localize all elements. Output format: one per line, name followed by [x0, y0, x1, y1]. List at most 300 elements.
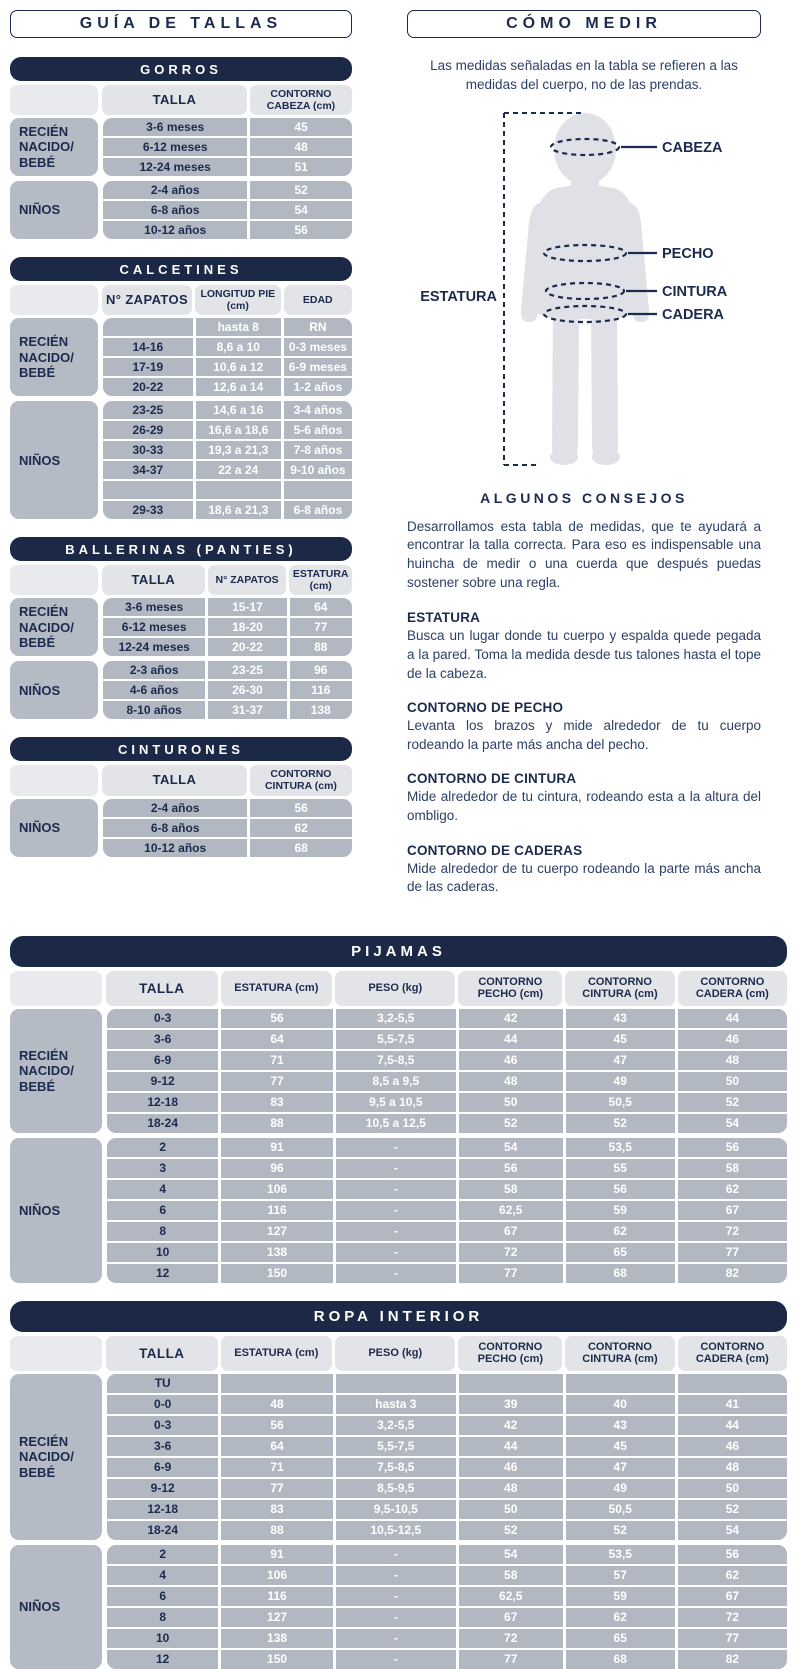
table-cell: 50,5: [566, 1093, 675, 1112]
table-cell: 10: [107, 1243, 218, 1262]
table-calcetines: [10, 257, 352, 519]
table-cell: 6-8 años: [284, 501, 352, 519]
group-rows: [107, 1545, 787, 1669]
table-cell: 50: [459, 1093, 563, 1112]
table-banner: PIJAMAS: [10, 936, 787, 967]
group-rows: [103, 318, 352, 396]
consejo-estatura: [407, 610, 761, 683]
table-cell: 88: [221, 1114, 332, 1133]
table-cell: 3-6: [107, 1030, 218, 1049]
group-label: RECIÉN NACIDO/ BEBÉ: [10, 598, 98, 656]
column-header: PESO (kg): [335, 1336, 455, 1371]
table-cell: [196, 481, 281, 499]
table-cell: 83: [221, 1500, 332, 1519]
table-group-section: [10, 598, 352, 656]
table-cell: 83: [221, 1093, 332, 1112]
table-cell: 9-10 años: [284, 461, 352, 479]
table-cell: 77: [678, 1629, 787, 1648]
table-cell: [103, 481, 193, 499]
header-cells: [106, 1336, 787, 1371]
group-rows: [103, 118, 352, 176]
table-group-section: [10, 181, 352, 239]
table-cell: 71: [221, 1051, 332, 1070]
group-label: RECIÉN NACIDO/ BEBÉ: [10, 1374, 102, 1540]
table-cell: 150: [221, 1650, 332, 1669]
table-cell: 26-29: [103, 421, 193, 439]
table-cell: 62: [566, 1608, 675, 1627]
table-header-row: [10, 765, 352, 795]
table-cell: 67: [678, 1201, 787, 1220]
table-cell: 62,5: [459, 1201, 563, 1220]
column-header: TALLA: [106, 971, 218, 1006]
column-header: N° ZAPATOS: [102, 285, 192, 315]
table-cell: 10-12 años: [103, 221, 247, 239]
table-cell: 96: [290, 661, 352, 679]
table-cell: 53,5: [566, 1138, 675, 1157]
table-cell: 48: [459, 1072, 563, 1091]
table-banner: CALCETINES: [10, 257, 352, 281]
table-cell: 62,5: [459, 1587, 563, 1606]
table-cell: 10,5 a 12,5: [336, 1114, 456, 1133]
table-cell: 53,5: [566, 1545, 675, 1564]
table-cell: 82: [678, 1650, 787, 1669]
consejo-body: Levanta los brazos y mide alrededor de tu cuerpo rodeando la parte más ancha del pecho.: [407, 718, 761, 752]
table-cell: 65: [566, 1629, 675, 1648]
table-cell: -: [336, 1138, 456, 1157]
column-header: CONTORNO PECHO (cm): [458, 1336, 562, 1371]
table-cell: [459, 1374, 563, 1393]
wide-tables-area: [10, 936, 787, 1669]
table-cell: -: [336, 1180, 456, 1199]
table-cell: 56: [250, 799, 352, 817]
table-cell: 127: [221, 1222, 332, 1241]
column-header: ESTATURA (cm): [289, 565, 352, 595]
column-header: PESO (kg): [335, 971, 455, 1006]
table-cell: 7,5-8,5: [336, 1458, 456, 1477]
column-header: ESTATURA (cm): [221, 1336, 333, 1371]
column-header: TALLA: [102, 765, 247, 795]
table-cell: 6-8 años: [103, 819, 247, 837]
table-cell: 54: [459, 1138, 563, 1157]
table-cell: 3-6 meses: [103, 118, 247, 136]
table-cell: 14-16: [103, 338, 193, 356]
table-cell: 52: [566, 1521, 675, 1540]
table-pijamas: [10, 936, 787, 1283]
table-cell: 45: [566, 1437, 675, 1456]
table-cell: 26-30: [208, 681, 286, 699]
table-cell: 65: [566, 1243, 675, 1262]
table-banner: CINTURONES: [10, 737, 352, 761]
cadera-label: CADERA: [662, 306, 725, 323]
table-cell: 9,5-10,5: [336, 1500, 456, 1519]
table-group-section: [10, 118, 352, 176]
table-cell: 52: [459, 1521, 563, 1540]
table-cell: 12: [107, 1264, 218, 1283]
table-cell: 52: [459, 1114, 563, 1133]
group-rows: [107, 1374, 787, 1540]
table-cell: 9,5 a 10,5: [336, 1093, 456, 1112]
group-label: NIÑOS: [10, 661, 98, 719]
table-cell: 3,2-5,5: [336, 1009, 456, 1028]
table-cell: 18-20: [208, 618, 286, 636]
table-cell: 4: [107, 1566, 218, 1585]
table-cell: 39: [459, 1395, 563, 1414]
header-spacer-cell: [10, 765, 98, 795]
table-group-section: [10, 1138, 787, 1283]
table-cell: 49: [566, 1072, 675, 1091]
column-header: LONGITUD PIE (cm): [195, 285, 281, 315]
table-cell: 91: [221, 1138, 332, 1157]
table-cell: 4-6 años: [103, 681, 205, 699]
table-cell: 3-4 años: [284, 401, 352, 419]
group-rows: [107, 1009, 787, 1133]
header-cells: [102, 285, 352, 315]
table-cell: 17-19: [103, 358, 193, 376]
table-cell: 88: [221, 1521, 332, 1540]
table-cell: 12-18: [107, 1093, 218, 1112]
table-cell: 44: [459, 1030, 563, 1049]
group-label: RECIÉN NACIDO/ BEBÉ: [10, 118, 98, 176]
table-cell: 59: [566, 1201, 675, 1220]
silhouette-shape: [521, 113, 649, 465]
table-cell: 8: [107, 1222, 218, 1241]
table-cell: 6-9: [107, 1051, 218, 1070]
table-cell: 68: [566, 1650, 675, 1669]
table-cell: hasta 3: [336, 1395, 456, 1414]
measure-intro-text: Las medidas señaladas en la tabla se refieren a las medidas del cuerpo, no de las prendas.: [430, 58, 738, 92]
table-cell: 47: [566, 1458, 675, 1477]
table-group-section: [10, 401, 352, 519]
table-cell: 52: [250, 181, 352, 199]
table-cell: 15-17: [208, 598, 286, 616]
table-cell: 50: [459, 1500, 563, 1519]
header-cells: [102, 85, 352, 115]
table-cell: 12-18: [107, 1500, 218, 1519]
column-header: CONTORNO PECHO (cm): [458, 971, 562, 1006]
table-cell: 56: [459, 1159, 563, 1178]
table-cell: 56: [250, 221, 352, 239]
column-header: ESTATURA (cm): [221, 971, 333, 1006]
table-cell: 48: [678, 1051, 787, 1070]
table-cell: 58: [459, 1180, 563, 1199]
group-label: RECIÉN NACIDO/ BEBÉ: [10, 318, 98, 396]
table-cell: 0-3 meses: [284, 338, 352, 356]
table-cell: 44: [678, 1416, 787, 1435]
table-cell: [336, 1374, 456, 1393]
column-header: CONTORNO CINTURA (cm): [565, 971, 674, 1006]
table-group-section: [10, 1009, 787, 1133]
consejo-body: Busca un lugar donde tu cuerpo y espalda quede pegada a la pared. Toma la medida desde tus talones hasta el tope de la cabeza.: [407, 628, 761, 681]
table-cell: 22 a 24: [196, 461, 281, 479]
group-label: NIÑOS: [10, 401, 98, 519]
table-cell: 6: [107, 1587, 218, 1606]
table-cell: 116: [290, 681, 352, 699]
column-header: EDAD: [284, 285, 352, 315]
table-cell: 91: [221, 1545, 332, 1564]
column-header: CONTORNO CABEZA (cm): [250, 85, 352, 115]
table-cell: 42: [459, 1009, 563, 1028]
table-cell: -: [336, 1264, 456, 1283]
table-cell: 48: [678, 1458, 787, 1477]
table-cell: 20-22: [103, 378, 193, 396]
table-cell: 12-24 meses: [103, 158, 247, 176]
table-cell: 72: [678, 1608, 787, 1627]
table-cell: 58: [678, 1159, 787, 1178]
table-cell: 30-33: [103, 441, 193, 459]
table-cell: -: [336, 1608, 456, 1627]
how-to-measure-title: CÓMO MEDIR: [407, 10, 761, 38]
table-cell: hasta 8: [196, 318, 281, 336]
table-cell: 62: [678, 1566, 787, 1585]
table-cell: 77: [459, 1650, 563, 1669]
table-cell: 16,6 a 18,6: [196, 421, 281, 439]
table-cell: 10: [107, 1629, 218, 1648]
table-cell: 6-8 años: [103, 201, 247, 219]
table-cell: 14,6 a 16: [196, 401, 281, 419]
table-cell: 51: [250, 158, 352, 176]
table-cell: 23-25: [208, 661, 286, 679]
table-cell: 3,2-5,5: [336, 1416, 456, 1435]
table-cell: -: [336, 1629, 456, 1648]
table-group-section: [10, 661, 352, 719]
table-cell: 18-24: [107, 1521, 218, 1540]
table-cell: 6-12 meses: [103, 618, 205, 636]
table-cell: 46: [678, 1437, 787, 1456]
table-cell: 18,6 a 21,3: [196, 501, 281, 519]
table-cell: 64: [221, 1030, 332, 1049]
consejo-pecho: [407, 700, 761, 754]
table-group-section: [10, 1545, 787, 1669]
group-label: RECIÉN NACIDO/ BEBÉ: [10, 1009, 102, 1133]
table-cell: 10,6 a 12: [196, 358, 281, 376]
table-cell: 72: [459, 1243, 563, 1262]
left-column: [10, 10, 352, 914]
table-cell: 45: [566, 1030, 675, 1049]
consejo-heading: CONTORNO DE PECHO: [407, 700, 564, 716]
table-cell: 77: [221, 1479, 332, 1498]
table-cell: 64: [221, 1437, 332, 1456]
table-cell: 96: [221, 1159, 332, 1178]
table-cell: 64: [290, 598, 352, 616]
table-cell: 20-22: [208, 638, 286, 656]
table-cell: 52: [678, 1500, 787, 1519]
page-title: GUÍA DE TALLAS: [10, 10, 352, 38]
table-header-row: [10, 285, 352, 315]
table-cell: 9-12: [107, 1072, 218, 1091]
table-cell: 3: [107, 1159, 218, 1178]
table-cinturones: [10, 737, 352, 856]
table-cell: 48: [221, 1395, 332, 1414]
column-header: N° ZAPATOS: [208, 565, 287, 595]
column-header: CONTORNO CINTURA (cm): [565, 1336, 674, 1371]
table-cell: 4: [107, 1180, 218, 1199]
table-cell: 8: [107, 1608, 218, 1627]
table-cell: 0-3: [107, 1416, 218, 1435]
table-cell: 54: [250, 201, 352, 219]
table-cell: 138: [221, 1243, 332, 1262]
child-silhouette-figure: [407, 105, 761, 477]
table-cell: 42: [459, 1416, 563, 1435]
column-header: TALLA: [102, 565, 205, 595]
table-cell: 116: [221, 1201, 332, 1220]
table-cell: 48: [250, 138, 352, 156]
group-label: NIÑOS: [10, 1138, 102, 1283]
column-header: CONTORNO CINTURA (cm): [250, 765, 352, 795]
header-cells: [102, 565, 352, 595]
table-cell: 46: [459, 1051, 563, 1070]
table-cell: 2: [107, 1138, 218, 1157]
table-cell: 56: [221, 1009, 332, 1028]
table-cell: 5,5-7,5: [336, 1437, 456, 1456]
consejo-cintura: [407, 771, 761, 825]
table-cell: 68: [566, 1264, 675, 1283]
table-cell: [103, 318, 193, 336]
table-cell: 67: [678, 1587, 787, 1606]
right-column: [407, 10, 761, 914]
table-cell: 3-6: [107, 1437, 218, 1456]
table-cell: 34-37: [103, 461, 193, 479]
table-cell: 6-12 meses: [103, 138, 247, 156]
table-cell: 46: [678, 1030, 787, 1049]
group-rows: [103, 401, 352, 519]
table-cell: 44: [459, 1437, 563, 1456]
table-cell: 58: [459, 1566, 563, 1585]
table-cell: 106: [221, 1566, 332, 1585]
header-spacer-cell: [10, 565, 98, 595]
table-cell: 1-2 años: [284, 378, 352, 396]
table-cell: -: [336, 1159, 456, 1178]
header-spacer-cell: [10, 85, 98, 115]
table-cell: 88: [290, 638, 352, 656]
column-header: CONTORNO CADERA (cm): [678, 1336, 787, 1371]
table-cell: 57: [566, 1566, 675, 1585]
table-cell: 77: [221, 1072, 332, 1091]
header-cells: [102, 765, 352, 795]
table-cell: 50,5: [566, 1500, 675, 1519]
table-cell: 5,5-7,5: [336, 1030, 456, 1049]
table-cell: 56: [221, 1416, 332, 1435]
table-cell: 106: [221, 1180, 332, 1199]
table-cell: 12,6 a 14: [196, 378, 281, 396]
table-cell: 62: [566, 1222, 675, 1241]
table-cell: 31-37: [208, 701, 286, 719]
table-cell: 56: [678, 1138, 787, 1157]
table-cell: 7-8 años: [284, 441, 352, 459]
table-cell: 29-33: [103, 501, 193, 519]
table-cell: 12: [107, 1650, 218, 1669]
table-cell: 54: [459, 1545, 563, 1564]
table-cell: 2-3 años: [103, 661, 205, 679]
table-group-section: [10, 1374, 787, 1540]
table-cell: 54: [678, 1521, 787, 1540]
consejos-intro: Desarrollamos esta tabla de medidas, que te ayudará a encontrar la talla correcta. Para eso es indispensable una huincha de medir o una cuerda que después puedas sostener sobre una regla.: [407, 518, 761, 590]
table-banner: BALLERINAS (PANTIES): [10, 537, 352, 561]
table-cell: 59: [566, 1587, 675, 1606]
table-header-row: [10, 971, 787, 1006]
table-gorros: [10, 57, 352, 239]
table-cell: 116: [221, 1587, 332, 1606]
table-cell: 72: [678, 1222, 787, 1241]
table-cell: 50: [678, 1072, 787, 1091]
table-cell: 10-12 años: [103, 839, 247, 857]
group-rows: [103, 598, 352, 656]
table-cell: 12-24 meses: [103, 638, 205, 656]
table-cell: 55: [566, 1159, 675, 1178]
table-cell: [566, 1374, 675, 1393]
table-cell: 138: [221, 1629, 332, 1648]
consejos-heading: ALGUNOS CONSEJOS: [480, 489, 688, 506]
header-cells: [106, 971, 787, 1006]
table-cell: RN: [284, 318, 352, 336]
table-cell: 47: [566, 1051, 675, 1070]
table-cell: 77: [290, 618, 352, 636]
table-cell: 5-6 años: [284, 421, 352, 439]
table-cell: -: [336, 1650, 456, 1669]
consejo-caderas: [407, 843, 761, 897]
group-rows: [103, 181, 352, 239]
cintura-label: CINTURA: [662, 283, 728, 300]
table-cell: 7,5-8,5: [336, 1051, 456, 1070]
table-cell: 62: [250, 819, 352, 837]
table-cell: 19,3 a 21,3: [196, 441, 281, 459]
top-area: [10, 10, 787, 914]
table-cell: 6-9 meses: [284, 358, 352, 376]
table-cell: 77: [678, 1243, 787, 1262]
table-cell: 2: [107, 1545, 218, 1564]
table-cell: 150: [221, 1264, 332, 1283]
table-cell: 41: [678, 1395, 787, 1414]
consejo-heading: CONTORNO DE CINTURA: [407, 771, 577, 787]
estatura-label: ESTATURA: [420, 288, 497, 305]
group-label: NIÑOS: [10, 1545, 102, 1669]
table-cell: 138: [290, 701, 352, 719]
table-cell: 45: [250, 118, 352, 136]
table-cell: -: [336, 1222, 456, 1241]
table-cell: 43: [566, 1416, 675, 1435]
table-cell: 56: [566, 1180, 675, 1199]
table-cell: 8,5-9,5: [336, 1479, 456, 1498]
table-cell: 49: [566, 1479, 675, 1498]
table-cell: 3-6 meses: [103, 598, 205, 616]
table-cell: 43: [566, 1009, 675, 1028]
table-banner: ROPA INTERIOR: [10, 1301, 787, 1332]
header-spacer-cell: [10, 1336, 102, 1371]
column-header: TALLA: [102, 85, 247, 115]
table-cell: -: [336, 1545, 456, 1564]
table-cell: -: [336, 1566, 456, 1585]
table-cell: 8,5 a 9,5: [336, 1072, 456, 1091]
group-rows: [107, 1138, 787, 1283]
table-banner: GORROS: [10, 57, 352, 81]
group-rows: [103, 661, 352, 719]
table-cell: 46: [459, 1458, 563, 1477]
table-cell: 2-4 años: [103, 799, 247, 817]
table-cell: -: [336, 1243, 456, 1262]
table-ballerinas: [10, 537, 352, 719]
table-cell: [284, 481, 352, 499]
group-label: NIÑOS: [10, 181, 98, 239]
cabeza-label: CABEZA: [662, 139, 723, 156]
consejo-body: Mide alrededor de tu cintura, rodeando esta a la altura del ombligo.: [407, 789, 761, 824]
table-cell: 44: [678, 1009, 787, 1028]
table-cell: 52: [678, 1093, 787, 1112]
header-spacer-cell: [10, 285, 98, 315]
table-cell: 8-10 años: [103, 701, 205, 719]
table-cell: 9-12: [107, 1479, 218, 1498]
table-cell: 48: [459, 1479, 563, 1498]
table-cell: 71: [221, 1458, 332, 1477]
table-header-row: [10, 1336, 787, 1371]
